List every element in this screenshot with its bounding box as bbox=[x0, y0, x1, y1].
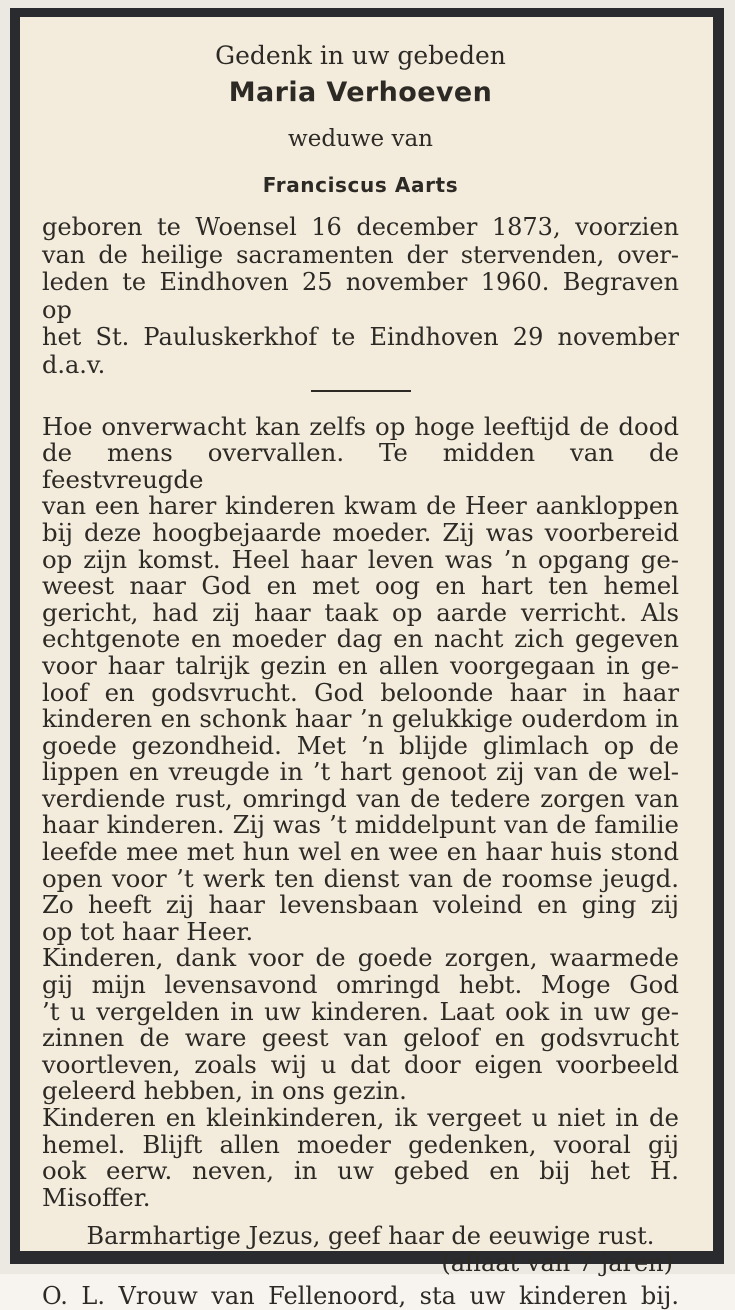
meditation-line: voortleven, zoals wij u dat door eigen voorbeeld bbox=[42, 1049, 679, 1079]
meditation-line: Kinderen, dank voor de goede zorgen, waarmede bbox=[42, 943, 679, 973]
biography-line: het St. Pauluskerkhof te Eindhoven 29 november d.a.v. bbox=[42, 323, 679, 379]
meditation-line: ’t u vergelden in uw kinderen. Laat ook in uw ge- bbox=[42, 996, 679, 1026]
meditation-line: op tot haar Heer. bbox=[42, 916, 254, 946]
memorial-card-content bbox=[42, 38, 679, 1310]
meditation-line: loof en godsvrucht. God beloonde haar in haar bbox=[42, 677, 679, 707]
meditation-line: Zo heeft zij haar levensbaan voleind en ging zij bbox=[42, 890, 679, 920]
meditation-line: echtgenote en moeder dag en nacht zich gegeven bbox=[42, 624, 679, 654]
meditation-line: goede gezondheid. Met ’n blijde glimlach op de bbox=[42, 730, 679, 760]
indulgence-note: (aflaat van 7 jaren) bbox=[441, 1249, 673, 1278]
meditation-line: geleerd hebben, in ons gezin. bbox=[42, 1076, 407, 1106]
biography-line: leden te Eindhoven 25 november 1960. Begraven op bbox=[42, 268, 679, 324]
widow-of-line: weduwe van bbox=[288, 126, 433, 152]
prayer-line: Barmhartige Jezus, geef haar de eeuwige rust. bbox=[86, 1222, 655, 1251]
closing-prayers bbox=[42, 1223, 679, 1310]
meditation-line: op zijn komst. Heel haar leven was ’n opgang ge- bbox=[42, 544, 679, 574]
meditation-line: gericht, had zij haar taak op aarde verricht. Als bbox=[42, 597, 679, 627]
biography bbox=[42, 214, 679, 380]
spouse-name: Franciscus Aarts bbox=[262, 173, 459, 197]
meditation-line: zinnen de ware geest van geloof en godsvrucht bbox=[42, 1023, 679, 1053]
meditation-line: hemel. Blijft allen moeder gedenken, vooral gij bbox=[42, 1129, 679, 1159]
meditation-line: leefde mee met hun wel en wee en haar huis stond bbox=[42, 837, 679, 867]
meditation-line: de mens overvallen. Te midden van de feestvreugde bbox=[42, 438, 679, 494]
meditation-text bbox=[42, 411, 679, 1212]
invocation-line: O. L. Vrouw van Fellenoord, sta uw kinderen bij. bbox=[42, 1282, 679, 1310]
biography-line: geboren te Woensel 16 december 1873, voorzien bbox=[42, 213, 679, 241]
meditation-line: open voor ’t werk ten dienst van de roomse jeugd. bbox=[42, 863, 679, 893]
biography-line: van de heilige sacramenten der stervenden, over- bbox=[42, 240, 679, 269]
meditation-line: verdiende rust, omringd van de tedere zorgen van bbox=[42, 783, 679, 813]
meditation-line: Hoe onverwacht kan zelfs op hoge leeftijd de dood bbox=[42, 411, 679, 441]
meditation-line: haar kinderen. Zij was ’t middelpunt van de familie bbox=[42, 810, 679, 840]
meditation-line: lippen en vreugde in ’t hart genoot zij van de wel- bbox=[42, 757, 679, 787]
meditation-line: weest naar God en met oog en hart ten hemel bbox=[42, 571, 679, 601]
divider-rule bbox=[311, 390, 411, 392]
meditation-line: Kinderen en kleinkinderen, ik vergeet u niet in de bbox=[42, 1103, 679, 1132]
meditation-line: voor haar talrijk gezin en allen voorgegaan in ge- bbox=[42, 650, 679, 680]
meditation-line: kinderen en schonk haar ’n gelukkige ouderdom in bbox=[42, 704, 679, 734]
meditation-line: van een harer kinderen kwam de Heer aankloppen bbox=[42, 491, 679, 521]
deceased-name: Maria Verhoeven bbox=[228, 77, 493, 108]
meditation-line: gij mijn levensavond omringd hebt. Moge God bbox=[42, 970, 679, 1000]
meditation-line: bij deze hoogbejaarde moeder. Zij was voorbereid bbox=[42, 517, 679, 547]
meditation-line: ook eerw. neven, in uw gebed en bij het H. Misoffer. bbox=[42, 1156, 679, 1212]
intro-line: Gedenk in uw gebeden bbox=[215, 41, 506, 70]
